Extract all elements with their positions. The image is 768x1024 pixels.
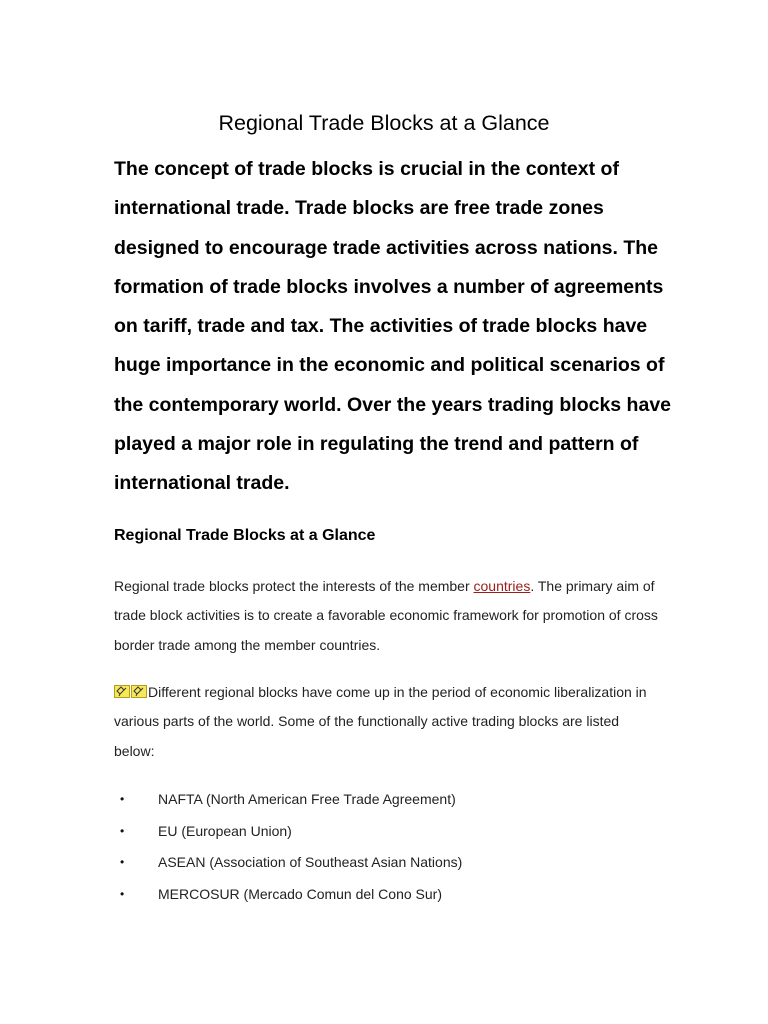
countries-link[interactable]: countries xyxy=(473,578,531,594)
form-field-marker-icon xyxy=(131,685,147,698)
page-title: Regional Trade Blocks at a Glance xyxy=(218,111,550,135)
paragraph-text-after-link: . The primary aim of trade block activities is to create a favorable economic framework for promotion of cross border trade among the member countries. xyxy=(114,578,658,653)
bullet-icon: • xyxy=(120,855,125,869)
trade-blocks-list xyxy=(114,784,462,910)
blocks-paragraph xyxy=(114,678,659,766)
list-item xyxy=(114,879,462,911)
list-item-text: NAFTA (North American Free Trade Agreement) xyxy=(158,791,456,807)
blocks-paragraph-text: Different regional blocks have come up in the period of economic liberalization in various parts of the world. Some of the functionally active trading blocks are listed below: xyxy=(114,684,647,759)
intro-paragraph xyxy=(114,572,659,660)
bullet-icon: • xyxy=(120,823,125,838)
list-item-text: ASEAN (Association of Southeast Asian Nations) xyxy=(158,854,463,870)
section-heading: Regional Trade Blocks at a Glance xyxy=(114,527,376,544)
lead-paragraph: The concept of trade blocks is crucial in the context of international trade. Trade blocks are free trade zones designed to encourage trade activities across nations. The formation of trade blocks involves a number of agreements on tariff, trade and tax. The activities of trade blocks have huge importance in the economic and political scenarios of the contemporary world. Over the years trading blocks have played a major role in regulating the trend and pattern of international trade. xyxy=(114,158,672,495)
list-item xyxy=(114,847,462,879)
paragraph-text-before-link: Regional trade blocks protect the interests of the member xyxy=(114,578,474,594)
bullet-icon: • xyxy=(120,886,125,901)
list-item xyxy=(114,816,462,848)
list-item-text: MERCOSUR (Mercado Comun del Cono Sur) xyxy=(158,885,442,902)
form-field-marker-icon xyxy=(114,685,130,698)
list-item xyxy=(114,784,462,816)
list-item-text: EU (European Union) xyxy=(158,822,292,839)
bullet-icon: • xyxy=(120,792,125,806)
